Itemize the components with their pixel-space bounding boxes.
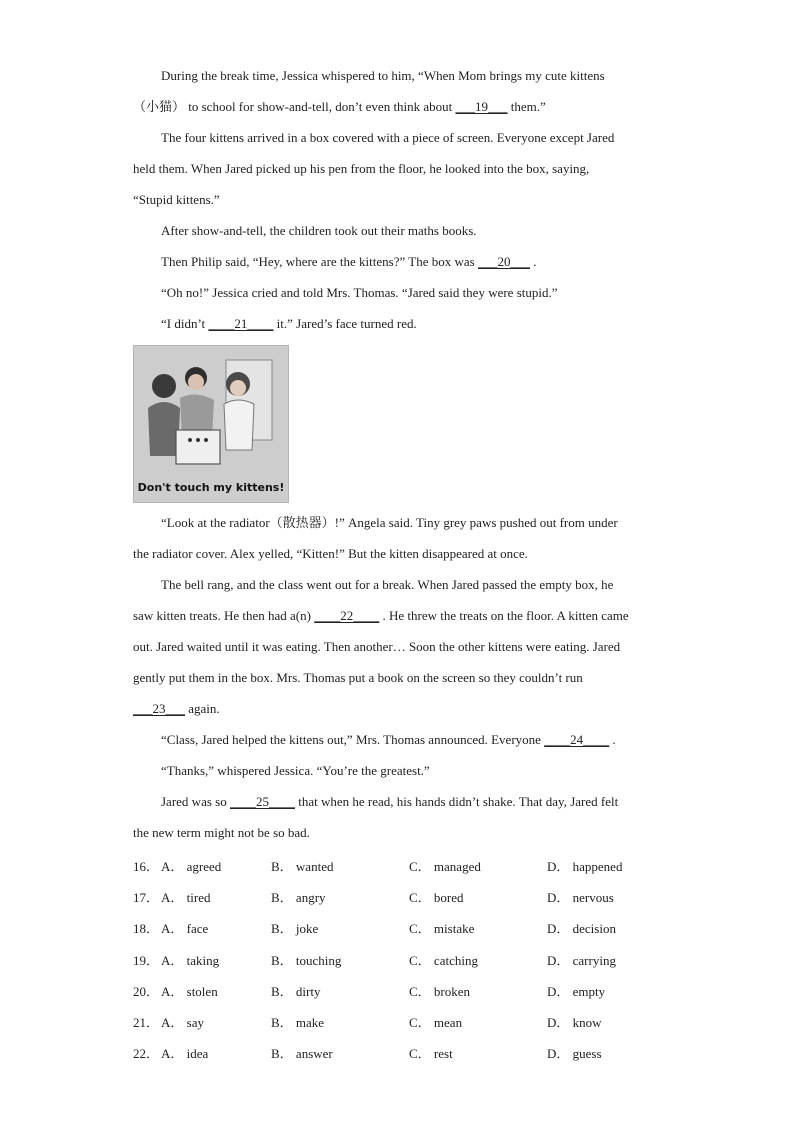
question-number: 17． xyxy=(133,890,160,906)
paragraph-1-line-1: During the break time, Jessica whispered to him, “When Mom brings my cute kittens xyxy=(161,68,605,83)
option-a[interactable]: A． idea xyxy=(161,1046,209,1062)
option-c[interactable]: C． managed xyxy=(409,859,481,874)
question-number: 16． xyxy=(133,859,160,874)
option-c[interactable]: C． broken xyxy=(409,983,471,999)
paragraph-4 xyxy=(133,246,663,277)
paragraph-2-line-1: The four kittens arrived in a box covered with a piece of screen. Everyone except Jared xyxy=(161,130,615,145)
question-row xyxy=(133,1038,663,1069)
text-segment: saw kitten treats. He then had a(n) xyxy=(133,608,315,623)
paragraph-8-line-5 xyxy=(133,693,663,724)
paragraph-8-line-3: out. Jared waited until it was eating. Then another… Soon the other kittens were eating. Jared xyxy=(133,639,621,654)
text-segment: that when he read, his hands didn’t shake. That day, Jared felt xyxy=(294,794,619,809)
paragraph-1-line-2 xyxy=(133,91,663,122)
question-number: 20． xyxy=(133,983,160,999)
option-d[interactable]: D． decision xyxy=(547,921,616,937)
illustration-caption: Don't touch my kittens! xyxy=(137,481,285,494)
text-segment: again. xyxy=(185,701,220,716)
option-d[interactable]: D． carrying xyxy=(547,952,616,968)
paragraph-2-line-3: “Stupid kittens.” xyxy=(133,192,220,207)
paragraph-8-line-4: gently put them in the box. Mrs. Thomas put a book on the screen so they couldn’t run xyxy=(133,670,583,685)
text-segment: “Class, Jared helped the kittens out,” Mrs. Thomas announced. Everyone xyxy=(161,732,545,747)
question-row xyxy=(133,913,663,944)
illustration-drawing xyxy=(134,346,289,503)
paragraph-9 xyxy=(133,724,663,755)
question-number: 18． xyxy=(133,921,160,937)
question-number: 21． xyxy=(133,1014,160,1030)
question-number: 19． xyxy=(133,952,160,968)
text-segment: （小猫） to school for show-and-tell, don’t even think about xyxy=(133,99,456,114)
paragraph-8-line-1: The bell rang, and the class went out for a break. When Jared passed the empty box, he xyxy=(161,577,614,592)
paragraph-10: “Thanks,” whispered Jessica. “You’re the greatest.” xyxy=(161,763,430,778)
option-d[interactable]: D． guess xyxy=(547,1046,602,1062)
blank-25: ____25____ xyxy=(229,794,295,809)
text-segment: “I didn’t xyxy=(161,316,209,331)
option-d[interactable]: D． empty xyxy=(547,983,606,999)
option-a[interactable]: A． stolen xyxy=(161,983,218,999)
text-segment: them.” xyxy=(507,99,546,114)
paragraph-2-line-2: held them. When Jared picked up his pen from the floor, he looked into the box, saying, xyxy=(133,161,590,176)
option-d[interactable]: D． nervous xyxy=(547,890,614,906)
text-segment: . xyxy=(529,254,537,269)
paragraph-7-line-1: “Look at the radiator（散热器）!” Angela said. Tiny grey paws pushed out from under xyxy=(161,515,618,530)
option-a[interactable]: A． say xyxy=(161,1014,204,1030)
option-c[interactable]: C． mean xyxy=(409,1014,463,1030)
option-a[interactable]: A． taking xyxy=(161,952,220,968)
text-segment: . xyxy=(609,732,616,747)
question-number: 22． xyxy=(133,1046,160,1062)
passage-part-2 xyxy=(133,507,663,848)
question-row xyxy=(133,851,663,882)
question-row xyxy=(133,945,663,976)
answer-options xyxy=(133,851,663,1069)
option-b[interactable]: B． dirty xyxy=(271,983,321,999)
option-b[interactable]: B． joke xyxy=(271,921,319,937)
blank-20: ___20___ xyxy=(477,254,530,269)
blank-24: ____24____ xyxy=(544,732,610,747)
option-c[interactable]: C． rest xyxy=(409,1046,453,1062)
text-segment: Then Philip said, “Hey, where are the kittens?” The box was xyxy=(161,254,478,269)
option-c[interactable]: C． mistake xyxy=(409,921,475,937)
option-a[interactable]: A． face xyxy=(161,921,209,937)
option-d[interactable]: D． know xyxy=(547,1014,602,1030)
option-a[interactable]: A． tired xyxy=(161,890,211,906)
paragraph-3: After show-and-tell, the children took out their maths books. xyxy=(161,223,477,238)
blank-19: ___19___ xyxy=(455,99,508,114)
question-row xyxy=(133,976,663,1007)
passage-part-1 xyxy=(133,60,663,339)
blank-23: ___23___ xyxy=(133,701,185,716)
text-segment: Jared was so xyxy=(161,794,230,809)
text-segment: . He threw the treats on the floor. A kitten came xyxy=(379,608,629,623)
paragraph-6 xyxy=(133,308,663,339)
option-b[interactable]: B． answer xyxy=(271,1046,333,1062)
paragraph-11-line-1 xyxy=(133,786,663,817)
paragraph-7-line-2: the radiator cover. Alex yelled, “Kitten!” But the kitten disappeared at once. xyxy=(133,546,528,561)
option-b[interactable]: B． angry xyxy=(271,890,326,906)
option-a[interactable]: A． agreed xyxy=(161,859,222,874)
option-b[interactable]: B． make xyxy=(271,1014,325,1030)
paragraph-11-line-2: the new term might not be so bad. xyxy=(133,825,310,840)
paragraph-5: “Oh no!” Jessica cried and told Mrs. Thomas. “Jared said they were stupid.” xyxy=(161,285,558,300)
option-d[interactable]: D． happened xyxy=(547,859,623,874)
kittens-illustration xyxy=(133,345,289,503)
question-row xyxy=(133,882,663,913)
paragraph-8-line-2 xyxy=(133,600,663,631)
text-segment: it.” Jared’s face turned red. xyxy=(273,316,417,331)
blank-22: ____22____ xyxy=(314,608,380,623)
blank-21: ____21____ xyxy=(208,316,274,331)
option-b[interactable]: B． wanted xyxy=(271,859,334,874)
option-c[interactable]: C． bored xyxy=(409,890,464,906)
option-b[interactable]: B． touching xyxy=(271,952,342,968)
option-c[interactable]: C． catching xyxy=(409,952,478,968)
question-row xyxy=(133,1007,663,1038)
